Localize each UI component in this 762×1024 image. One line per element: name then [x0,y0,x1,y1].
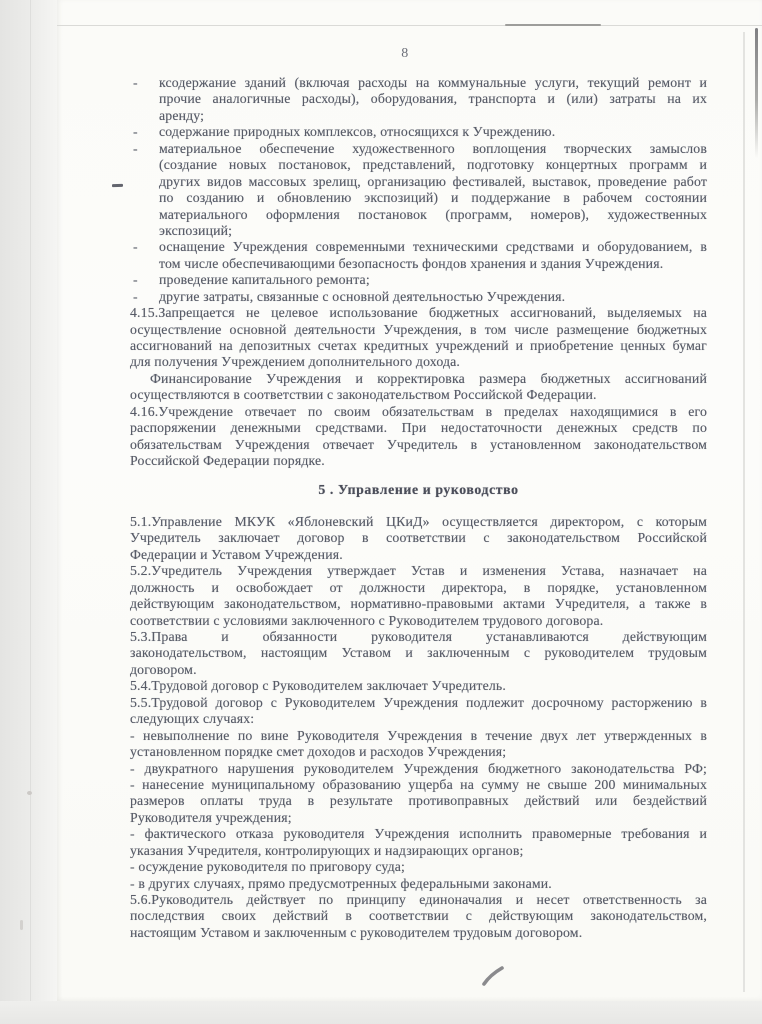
text-line: действующим законодательством, нормативно-правовыми актами Учредителя, а также в [130,596,707,612]
margin-dash-artifact [112,184,123,187]
bullet-dash: - [133,75,138,90]
text-line-content: ксодержание зданий (включая расходы на коммунальные услуги, текущий ремонт и [159,75,707,90]
text-line: 5.6.Руководитель действует по принципу единоначалия и несет ответственность за [130,892,707,907]
text-line: законодательством, настоящим Уставом и заключенным с руководителем трудовым [130,645,707,661]
text-line: размеров оплаты труда в результате противоправных действий или бездействий [130,793,707,809]
text-line: - фактического отказа руководителя Учреждения исполнить правомерные требования и [130,826,707,842]
bullet-line [130,141,707,157]
scanner-background-left [0,0,57,1024]
text-line-content: содержание природных комплексов, относящихся к Учреждению. [159,124,556,140]
page-number: 8 [401,46,409,61]
text-line: 5.3.Права и обязанности руководителя устанавливаются действующим [130,629,707,644]
text-line-content: проведение капитального ремонта; [159,272,370,288]
text-line: 4.15.Запрещается не целевое использование бюджетных ассигнований, выделяемых на [130,305,707,321]
text-line: аренду; [159,107,205,123]
text-line: настоящим Уставом и заключенным с руководителем трудовым договором. [130,924,583,940]
line-gap [130,498,707,514]
bullet-dash: - [133,272,138,288]
bullet-dash: - [133,140,138,156]
text-line: ассигнований на депозитных счетах кредитных учреждений и приобретение ценных бумаг [130,338,707,353]
text-line: 5.1.Управление МКУК «Яблоневский ЦКиД» осуществляется директором, с которым [130,513,707,529]
scan-edge-line-right-faint [743,32,745,992]
bullet-line [130,272,707,288]
bullet-dash: - [133,124,138,140]
text-line: обязательствам Учреждения отвечает Учредитель в установленном законодательством [130,436,707,452]
speck-artifact [27,791,32,795]
text-line: том числе обеспечивающими безопасность фондов хранения и здания Учреждения. [159,255,664,271]
section-heading: 5 . Управление и руководство [318,481,519,497]
bullet-line [130,289,707,305]
text-line: (создание новых постановок, представлений, подготовку концертных программ и [159,157,707,173]
scan-edge-line-top [57,25,762,26]
text-line: 5.5.Трудовой договор с Руководителем Учреждения подлежит досрочному расторжению в [130,694,707,710]
text-line: материального оформления постановок (программ, номеров), художественных [159,206,707,222]
text-line-content: другие затраты, связанные с основной деятельностью Учреждения. [159,288,566,304]
bullet-dash: - [133,239,138,255]
text-line: прочие аналогичные расходы), оборудования, транспорта и (или) затраты на их [159,91,707,107]
text-line-content: материальное обеспечение художественного воплощения творческих замыслов [159,140,707,156]
bullet-line [130,124,707,140]
text-line: - невыполнение по вине Руководителя Учреждения в течение двух лет утвержденных в [130,727,707,743]
text-line: Финансирование Учреждения и корректировка размера бюджетных ассигнований [150,370,707,386]
text-line: соответствии с условиями заключенного с Руководителем трудового договора. [130,612,604,628]
text-line: Федерации и Уставом Учреждения. [130,546,343,562]
text-line: должность и освобождает от должности директора, в порядке, установленном [130,579,707,595]
text-line: 4.16.Учреждение отвечает по своим обязательствам в пределах находящимися в его [130,403,707,419]
text-line: указания Учредителя, контролирующих и надзирающих органов; [130,842,524,858]
pen-mark-artifact [481,965,507,992]
bullet-line [130,75,707,91]
text-line: установленном порядке смет доходов и расходов Учреждения; [130,744,507,760]
text-line: договором. [130,661,197,677]
text-line: 5.2.Учредитель Учреждения утверждает Устав и изменения Устава, назначает на [130,563,707,579]
document-body [130,75,707,941]
text-line: осуществляются в соответствии с законодательством Российской Федерации. [130,387,597,403]
text-line: 5.4.Трудовой договор с Руководителем заключает Учредитель. [130,678,506,694]
text-line: - осуждение руководителя по приговору суда; [130,859,406,875]
text-line: Российской Федерации порядке. [130,453,325,469]
text-line: осуществление основной деятельности Учреждения, в том числе размещение бюджетных [130,321,707,337]
text-line: - двукратного нарушения руководителем Учреждения бюджетного законодательства РФ; [130,760,707,776]
scan-edge-line-right-dark [755,28,758,158]
text-line: последствия своих действий в соответствии с действующим законодательством, [130,908,707,924]
text-line: по созданию и обновлению экспозиций) и поддержание в рабочем состоянии [159,190,707,206]
text-line: для получения Учреждением дополнительного дохода. [130,354,461,370]
bullet-line [130,239,707,255]
bullet-dash: - [133,288,138,304]
text-line: следующих случаях: [130,711,255,727]
text-line: - в других случаях, прямо предусмотренных федеральными законами. [130,875,552,891]
text-line-content: оснащение Учреждения современными техническими средствами и оборудованием, в [159,239,707,255]
speck-artifact [20,920,23,930]
text-line: экспозиций; [159,222,233,238]
text-line: распоряжении денежными средствами. При недостаточности денежных средств по [130,420,707,436]
scan-streak-line [30,0,31,1024]
text-line: других видов массовых зрелищ, организацию фестивалей, выставок, проведение работ [159,173,707,189]
text-line: Руководителя учреждения; [130,809,292,825]
line-gap [130,470,707,482]
text-line: - нанесение муниципальному образованию ущерба на сумму не свыше 200 минимальных [130,776,707,792]
text-line: Учредитель заключает договор в соответствии с законодательством Российской [130,530,707,546]
scan-edge-line-top-dark-segment [505,24,601,26]
scanner-background-bottom [0,1001,762,1024]
